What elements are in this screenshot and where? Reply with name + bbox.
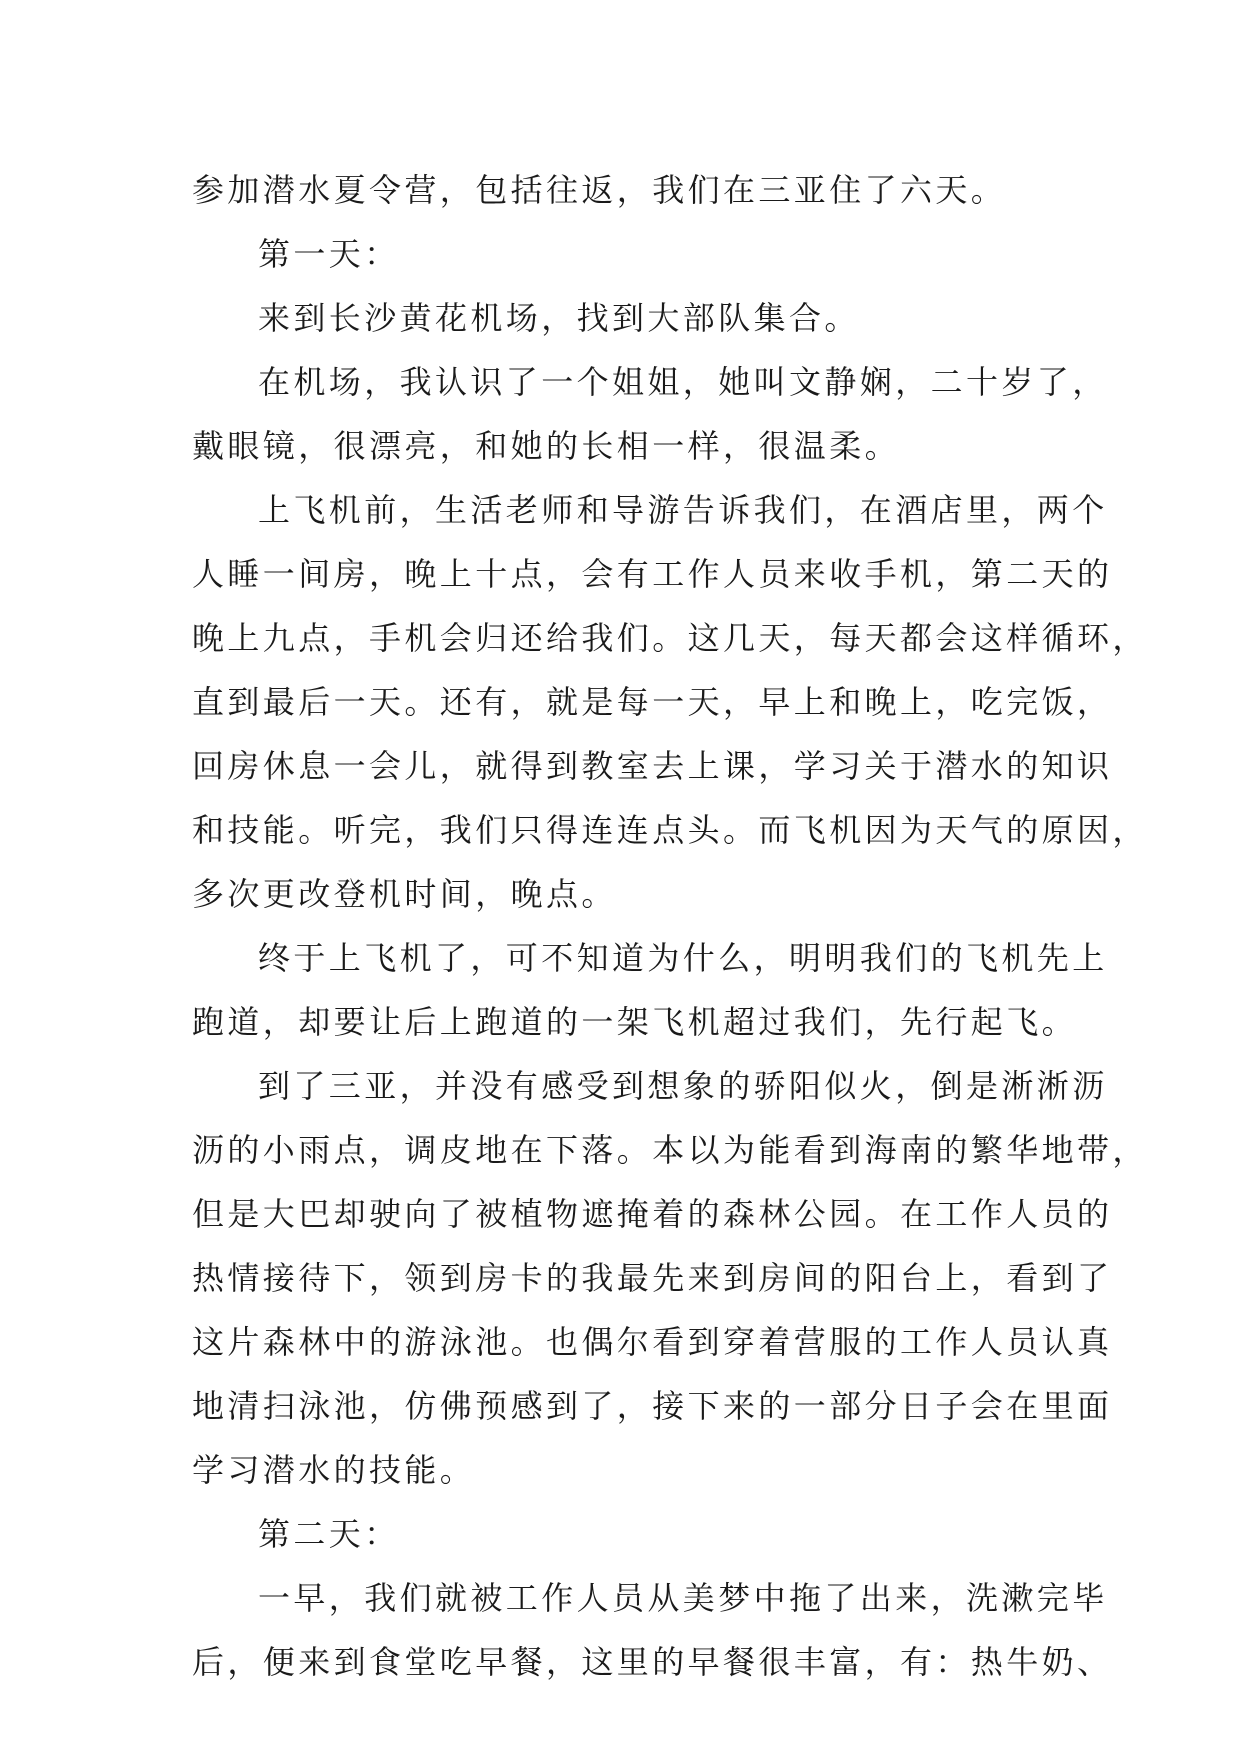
text-line: 地清扫泳池，仿佛预感到了，接下来的一部分日子会在里面: [192, 1387, 1113, 1425]
text-line: 回房休息一会儿，就得到教室去上课，学习关于潜水的知识: [192, 747, 1113, 785]
text-line: 后，便来到食堂吃早餐，这里的早餐很丰富，有：热牛奶、: [192, 1643, 1113, 1681]
text-line: 多次更改登机时间，晚点。: [192, 875, 617, 913]
text-line: 沥的小雨点，调皮地在下落。本以为能看到海南的繁华地带，: [192, 1131, 1148, 1169]
text-line: 在机场，我认识了一个姐姐，她叫文静娴，二十岁了，: [258, 363, 1108, 401]
text-line: 跑道，却要让后上跑道的一架飞机超过我们，先行起飞。: [192, 1003, 1078, 1041]
text-line: 人睡一间房，晚上十点，会有工作人员来收手机，第二天的: [192, 555, 1113, 593]
text-line: 晚上九点，手机会归还给我们。这几天，每天都会这样循环，: [192, 619, 1148, 657]
text-line: 来到长沙黄花机场，找到大部队集合。: [258, 299, 860, 337]
text-line: 参加潜水夏令营，包括往返，我们在三亚住了六天。: [192, 171, 1007, 209]
text-line: 和技能。听完，我们只得连连点头。而飞机因为天气的原因，: [192, 811, 1148, 849]
document-body: [192, 158, 1148, 1694]
text-line: 一早，我们就被工作人员从美梦中拖了出来，洗漱完毕: [258, 1579, 1108, 1617]
text-line: 学习潜水的技能。: [192, 1451, 476, 1489]
text-line: 但是大巴却驶向了被植物遮掩着的森林公园。在工作人员的: [192, 1195, 1113, 1233]
text-line: 这片森林中的游泳池。也偶尔看到穿着营服的工作人员认真: [192, 1323, 1113, 1361]
text-line: 直到最后一天。还有，就是每一天，早上和晚上，吃完饭，: [192, 683, 1113, 721]
text-line: 终于上飞机了，可不知道为什么，明明我们的飞机先上: [258, 939, 1108, 977]
text-line: 戴眼镜，很漂亮，和她的长相一样，很温柔。: [192, 427, 901, 465]
text-line: 到了三亚，并没有感受到想象的骄阳似火，倒是淅淅沥: [258, 1067, 1108, 1105]
section-heading-day-two: 第二天：: [258, 1515, 400, 1553]
section-heading-day-one: 第一天：: [258, 235, 400, 273]
text-line: 热情接待下，领到房卡的我最先来到房间的阳台上，看到了: [192, 1259, 1113, 1297]
text-line: 上飞机前，生活老师和导游告诉我们，在酒店里，两个: [258, 491, 1108, 529]
